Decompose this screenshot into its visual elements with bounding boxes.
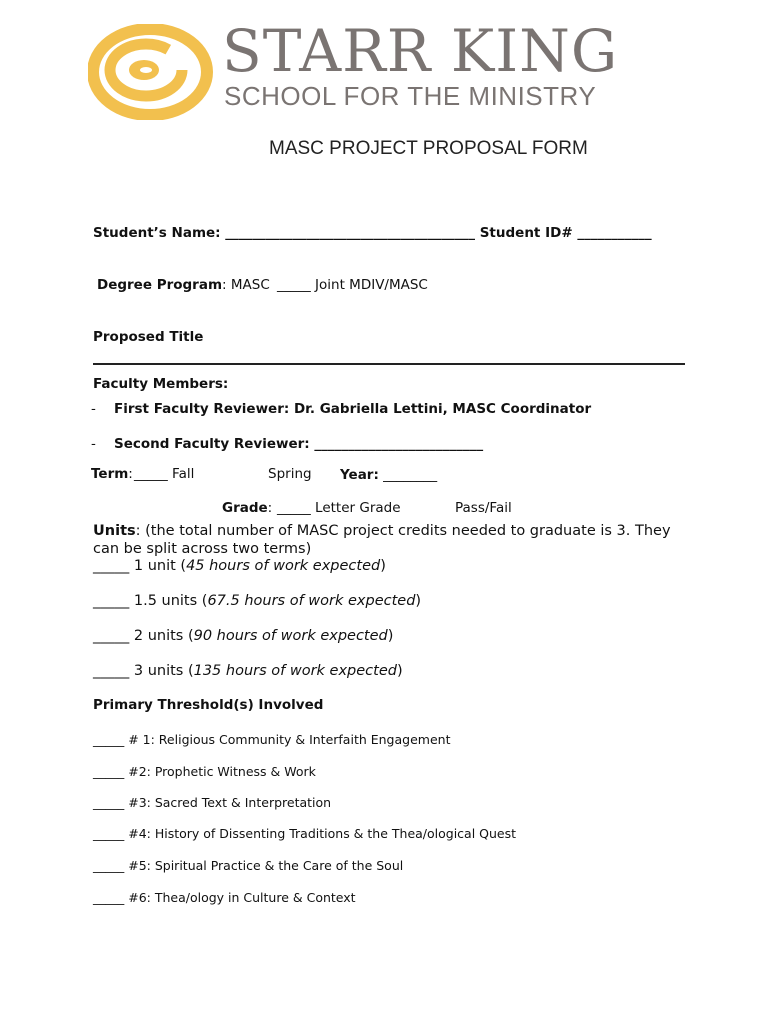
unit-option-blank: _____ xyxy=(93,628,130,644)
unit-option-2[interactable] xyxy=(93,628,393,644)
first-faculty-reviewer: First Faculty Reviewer: Dr. Gabriella Lettini, MASC Coordinator xyxy=(114,401,592,417)
term-fall-option[interactable]: _____ Fall xyxy=(134,466,195,482)
brand-name: STARR KING xyxy=(222,17,619,85)
pass-fail-option[interactable]: Pass/Fail xyxy=(455,500,512,516)
faculty-members-heading: Faculty Members: xyxy=(93,376,229,392)
threshold-option-5[interactable]: _____ #5: Spiritual Practice & the Care of the Soul xyxy=(93,858,404,873)
unit-option-blank: _____ xyxy=(93,558,130,574)
units-description-text: : (the total number of MASC project credits needed to graduate is 3. They can be split across two terms) xyxy=(93,523,671,557)
unit-option-close: ) xyxy=(387,628,394,644)
unit-option-close: ) xyxy=(380,558,386,574)
term-colon: : xyxy=(128,466,133,482)
starr-king-logo-spiral xyxy=(88,24,213,120)
unit-option-blank: _____ xyxy=(93,593,130,609)
proposed-title-line[interactable] xyxy=(93,363,685,365)
term-label-row xyxy=(91,466,133,482)
unit-option-text: 1 unit ( xyxy=(129,558,187,574)
term-spring-option[interactable]: Spring xyxy=(268,466,312,482)
second-faculty-reviewer-field[interactable]: Second Faculty Reviewer: _________________________ xyxy=(114,436,484,452)
unit-option-hours: 135 hours of work expected xyxy=(193,663,397,679)
threshold-option-2[interactable]: _____ #2: Prophetic Witness & Work xyxy=(93,764,316,779)
degree-program-label: Degree Program xyxy=(97,277,223,293)
unit-option-1-5[interactable] xyxy=(93,593,421,609)
units-description xyxy=(93,522,693,558)
unit-option-hours: 67.5 hours of work expected xyxy=(207,593,416,609)
unit-option-close: ) xyxy=(396,663,403,679)
unit-option-blank: _____ xyxy=(93,663,130,679)
faculty-bullet-dash: - xyxy=(91,401,96,417)
form-title: MASC PROJECT PROPOSAL FORM xyxy=(269,138,588,159)
grade-label: Grade xyxy=(222,500,268,516)
threshold-option-3[interactable]: _____ #3: Sacred Text & Interpretation xyxy=(93,795,332,810)
unit-option-hours: 45 hours of work expected xyxy=(186,558,381,574)
unit-option-hours: 90 hours of work expected xyxy=(193,628,388,644)
degree-program-row xyxy=(97,277,270,293)
letter-grade-option[interactable]: _____ Letter Grade xyxy=(277,500,401,516)
primary-thresholds-heading: Primary Threshold(s) Involved xyxy=(93,697,324,713)
grade-colon: : xyxy=(267,500,273,516)
threshold-option-4[interactable]: _____ #4: History of Dissenting Traditions & the Thea/ological Quest xyxy=(93,826,517,841)
faculty-bullet-dash: - xyxy=(91,436,96,452)
units-label: Units xyxy=(93,523,136,539)
unit-option-1[interactable] xyxy=(93,558,386,574)
threshold-option-1[interactable]: _____ # 1: Religious Community & Interfaith Engagement xyxy=(93,732,451,747)
unit-option-text: 1.5 units ( xyxy=(129,593,208,609)
degree-program-value: : MASC xyxy=(222,277,270,293)
brand-subtitle: SCHOOL FOR THE MINISTRY xyxy=(224,81,597,111)
joint-mdiv-masc-option[interactable]: _____ Joint MDIV/MASC xyxy=(277,277,428,293)
year-field[interactable] xyxy=(340,467,437,483)
proposed-title-label: Proposed Title xyxy=(93,329,204,345)
term-label: Term xyxy=(91,466,129,482)
unit-option-close: ) xyxy=(415,593,422,609)
student-name-field[interactable]: Student’s Name: _____________________________________ Student ID# ___________ xyxy=(93,225,652,241)
unit-option-text: 3 units ( xyxy=(129,663,194,679)
unit-option-text: 2 units ( xyxy=(129,628,194,644)
threshold-option-6[interactable]: _____ #6: Thea/ology in Culture & Context xyxy=(93,890,356,905)
year-blank: ________ xyxy=(383,467,438,483)
grade-label-row xyxy=(222,500,272,516)
year-label: Year: xyxy=(340,467,379,483)
unit-option-3[interactable] xyxy=(93,663,403,679)
